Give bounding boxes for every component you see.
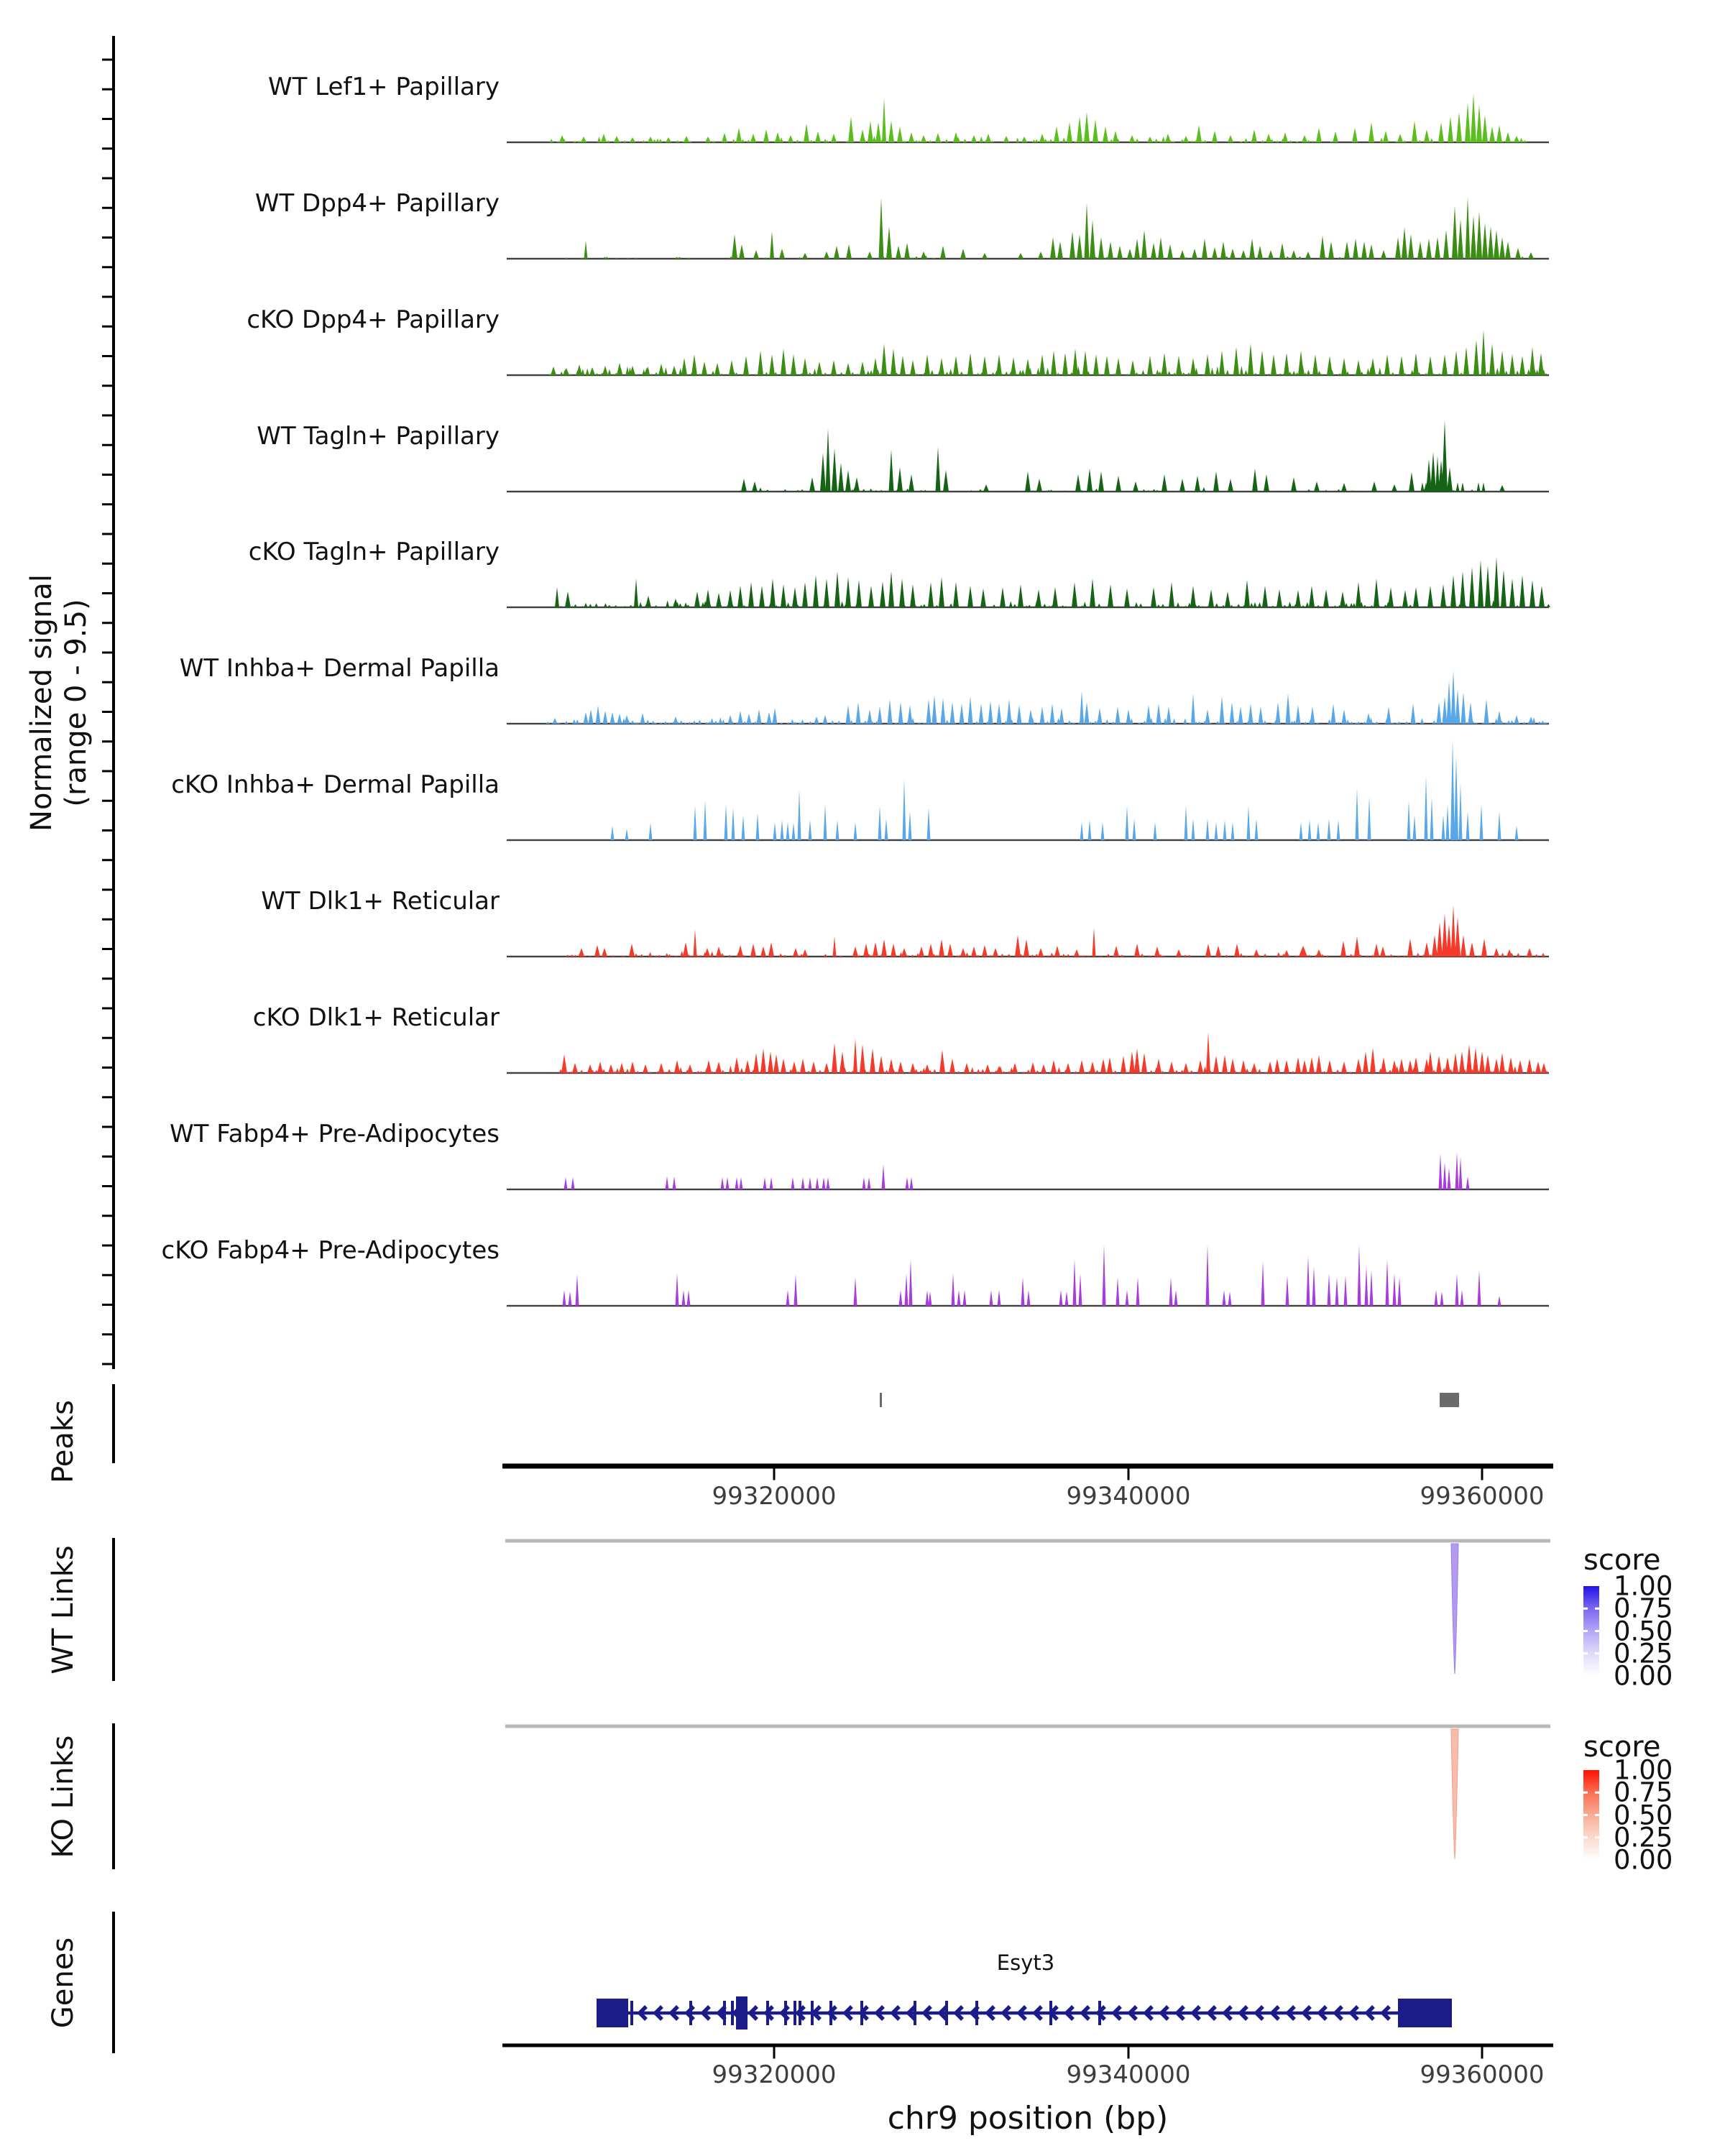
signal-axis-tick bbox=[102, 444, 112, 446]
gene-exon-tick bbox=[975, 2001, 978, 2025]
wt-links-score-bar-notch bbox=[1583, 1630, 1588, 1632]
ko-links-score-tick-label: 0.50 bbox=[1614, 1800, 1673, 1830]
track-label-wt-fabp4-pre-adipocytes: WT Fabp4+ Pre-Adipocytes bbox=[170, 1120, 500, 1148]
signal-axis-tick bbox=[102, 977, 112, 980]
wt-links-score-tick-label: 0.00 bbox=[1614, 1660, 1673, 1692]
gene-exon-tick bbox=[723, 2001, 726, 2025]
gene-exon-tick bbox=[799, 2001, 801, 2025]
signal-track-wt-lef1-papillary bbox=[507, 93, 1549, 143]
track-signal-area bbox=[611, 740, 1519, 840]
signal-axis-tick bbox=[102, 1245, 112, 1247]
genomic-axis-line bbox=[502, 1464, 1553, 1469]
gene-exon-box bbox=[1398, 1999, 1452, 2027]
signal-axis-tick bbox=[102, 1274, 112, 1276]
peaks-bracket bbox=[112, 1384, 115, 1463]
x-axis-title: chr9 position (bp) bbox=[887, 2100, 1169, 2137]
track-signal-area bbox=[550, 93, 1527, 142]
signal-axis-tick bbox=[102, 592, 112, 594]
signal-axis-tick bbox=[102, 207, 112, 209]
signal-axis-tick bbox=[102, 533, 112, 535]
gene-name-esyt3: Esyt3 bbox=[996, 1950, 1055, 1975]
signal-track-cko-dpp4-papillary bbox=[507, 330, 1549, 376]
genomic-axis-tick bbox=[1128, 2047, 1130, 2059]
ko-links-score-legend-title: score bbox=[1583, 1731, 1661, 1764]
y-axis-label-line1: Normalized signal bbox=[25, 573, 58, 831]
wt-links-score-legend-title: score bbox=[1583, 1544, 1661, 1577]
ko-links-bracket bbox=[112, 1723, 115, 1869]
y-axis-label bbox=[24, 574, 93, 831]
gene-exon-box bbox=[597, 1999, 628, 2027]
wt-links-score-bar-notch bbox=[1583, 1652, 1588, 1654]
signal-axis-tick bbox=[102, 859, 112, 861]
signal-axis-tick bbox=[102, 384, 112, 387]
wt-links-score-bar-notch bbox=[1583, 1608, 1588, 1610]
track-label-cko-tagln-papillary: cKO Tagln+ Papillary bbox=[248, 538, 500, 566]
signal-axis-line bbox=[112, 36, 115, 1369]
track-label-wt-lef1-papillary: WT Lef1+ Papillary bbox=[267, 73, 500, 101]
genomic-axis-tick bbox=[773, 2047, 776, 2059]
signal-axis-tick bbox=[102, 1126, 112, 1128]
gene-exon-tick bbox=[811, 2001, 814, 2025]
genes-section-label: Genes bbox=[47, 1937, 80, 2028]
gene-exon-tick bbox=[1098, 2001, 1101, 2025]
genes-bracket bbox=[112, 1912, 115, 2053]
ko-links-score-tick-label: 1.00 bbox=[1614, 1754, 1673, 1786]
signal-track-wt-inhba-dermal-papilla bbox=[507, 671, 1549, 724]
track-signal-area bbox=[563, 1245, 1501, 1306]
ko-links-score-bar-notch bbox=[1595, 1836, 1599, 1838]
signal-axis-tick bbox=[102, 236, 112, 239]
track-label-wt-dpp4-papillary: WT Dpp4+ Papillary bbox=[254, 189, 500, 218]
gene-exon-tick bbox=[689, 2001, 692, 2025]
signal-axis-tick bbox=[102, 1304, 112, 1306]
genomic-axis-tick-label: 99340000 bbox=[1066, 2060, 1191, 2089]
gene-exon-tick bbox=[945, 2001, 948, 2025]
signal-axis-tick bbox=[102, 918, 112, 921]
gene-exon-tick bbox=[914, 2001, 916, 2025]
wt-links-section-label: WT Links bbox=[47, 1544, 80, 1674]
ko-links-score-bar-notch bbox=[1583, 1814, 1588, 1816]
genomic-axis-tick-label: 99360000 bbox=[1420, 2060, 1545, 2089]
signal-axis-tick bbox=[102, 326, 112, 328]
signal-axis-tick bbox=[102, 147, 112, 149]
wt-links-score-bar-notch bbox=[1595, 1630, 1599, 1632]
genomic-axis-tick-label: 99320000 bbox=[712, 2060, 837, 2089]
track-signal-area bbox=[738, 420, 1505, 492]
ko-links-score-bar-notch bbox=[1583, 1836, 1588, 1838]
track-signal-area bbox=[565, 197, 1535, 259]
signal-track-cko-inhba-dermal-papilla bbox=[507, 740, 1549, 841]
signal-axis-tick bbox=[102, 1067, 112, 1069]
signal-axis-tick bbox=[102, 829, 112, 831]
signal-axis-tick bbox=[102, 652, 112, 654]
ko-links-score-tick-label: 0.25 bbox=[1614, 1822, 1673, 1853]
gene-body-esyt3 bbox=[597, 1996, 1452, 2030]
genomic-axis-tick bbox=[773, 1469, 776, 1480]
signal-axis-tick bbox=[102, 711, 112, 713]
track-label-wt-tagln-papillary: WT Tagln+ Papillary bbox=[257, 422, 500, 451]
signal-axis-tick bbox=[102, 1156, 112, 1158]
signal-axis-tick bbox=[102, 1185, 112, 1187]
ko-links-score-bar-notch bbox=[1583, 1792, 1588, 1794]
ko-links-score-bar-notch bbox=[1595, 1814, 1599, 1816]
genomic-axis-tick bbox=[1481, 2047, 1484, 2059]
signal-track-cko-fabp4-pre-adipocytes bbox=[507, 1245, 1549, 1307]
track-baseline bbox=[507, 142, 1549, 143]
signal-track-wt-fabp4-pre-adipocytes bbox=[507, 1152, 1549, 1190]
peak-mark bbox=[1440, 1393, 1459, 1407]
signal-axis-tick bbox=[102, 1096, 112, 1098]
signal-axis-tick bbox=[102, 800, 112, 802]
genomic-axis-tick-label: 99320000 bbox=[712, 1481, 837, 1511]
track-baseline bbox=[507, 839, 1549, 841]
ko-links-score-tick-label: 0.00 bbox=[1614, 1844, 1673, 1876]
signal-axis-tick bbox=[102, 1215, 112, 1217]
signal-axis-tick bbox=[102, 1363, 112, 1365]
wt-links-baseline bbox=[505, 1539, 1550, 1543]
signal-axis-tick bbox=[102, 503, 112, 505]
signal-axis-tick bbox=[102, 415, 112, 417]
genomic-axis-tick bbox=[1128, 1469, 1130, 1480]
ko-links-baseline bbox=[505, 1725, 1550, 1728]
signal-axis-tick bbox=[102, 474, 112, 476]
gene-exon-tick bbox=[1049, 2001, 1052, 2025]
gene-exon-tick bbox=[794, 2001, 796, 2025]
signal-track-wt-tagln-papillary bbox=[507, 420, 1549, 492]
signal-axis-tick bbox=[102, 622, 112, 624]
track-signal-area bbox=[559, 1032, 1549, 1073]
signal-axis-tick bbox=[102, 1333, 112, 1335]
track-label-cko-inhba-dermal-papilla: cKO Inhba+ Dermal Papilla bbox=[171, 770, 500, 799]
track-signal-area bbox=[564, 1152, 1470, 1189]
track-label-wt-inhba-dermal-papilla: WT Inhba+ Dermal Papilla bbox=[179, 654, 500, 683]
gene-exon-tick bbox=[829, 2001, 832, 2025]
track-signal-area bbox=[554, 557, 1550, 607]
ko-links-score-tick-label: 0.75 bbox=[1614, 1777, 1673, 1808]
gene-exon-tick bbox=[766, 2001, 769, 2025]
wt-links-score-tick-label: 0.75 bbox=[1614, 1593, 1673, 1624]
signal-axis-tick bbox=[102, 889, 112, 891]
track-signal-area bbox=[546, 671, 1548, 724]
gene-exon-tick bbox=[784, 2001, 787, 2025]
track-signal-area bbox=[566, 905, 1545, 957]
signal-axis-tick bbox=[102, 770, 112, 773]
track-signal-area bbox=[548, 330, 1548, 375]
signal-axis-tick bbox=[102, 740, 112, 742]
ko-links-link-arc bbox=[1451, 1729, 1458, 1859]
wt-links-score-tick-label: 0.50 bbox=[1614, 1616, 1673, 1646]
ko-links-score-bar-notch bbox=[1595, 1792, 1599, 1794]
signal-axis-tick bbox=[102, 296, 112, 298]
gene-exon-tick bbox=[860, 2001, 863, 2025]
peak-mark bbox=[880, 1393, 882, 1407]
track-baseline bbox=[507, 258, 1549, 259]
signal-axis-tick bbox=[102, 1008, 112, 1010]
signal-axis-tick bbox=[102, 1037, 112, 1039]
signal-axis-tick bbox=[102, 355, 112, 357]
genomic-axis-line bbox=[502, 2044, 1553, 2047]
wt-links-score-tick-label: 1.00 bbox=[1614, 1570, 1673, 1602]
genomic-axis-tick-label: 99340000 bbox=[1066, 1481, 1191, 1511]
track-label-cko-dpp4-papillary: cKO Dpp4+ Papillary bbox=[247, 305, 500, 334]
gene-exon-tick bbox=[731, 2001, 734, 2025]
signal-axis-tick bbox=[102, 59, 112, 61]
signal-axis-tick bbox=[102, 948, 112, 950]
signal-axis-tick bbox=[102, 178, 112, 180]
signal-axis-tick bbox=[102, 563, 112, 565]
track-label-cko-fabp4-pre-adipocytes: cKO Fabp4+ Pre-Adipocytes bbox=[161, 1236, 500, 1265]
genomic-axis-tick-label: 99360000 bbox=[1420, 1481, 1545, 1511]
wt-links-score-bar-notch bbox=[1595, 1608, 1599, 1610]
ko-links-section-label: KO Links bbox=[47, 1735, 80, 1858]
signal-axis-tick bbox=[102, 266, 112, 268]
genomic-axis-tick bbox=[1481, 1469, 1484, 1480]
peaks-section-label: Peaks bbox=[47, 1400, 80, 1483]
track-baseline bbox=[507, 1189, 1549, 1190]
signal-axis-tick bbox=[102, 88, 112, 91]
y-axis-label-line2: (range 0 - 9.5) bbox=[60, 598, 93, 807]
signal-track-cko-tagln-papillary bbox=[507, 557, 1550, 608]
gene-exon-box bbox=[736, 1996, 748, 2030]
signal-track-wt-dlk1-reticular bbox=[507, 905, 1549, 957]
signal-track-cko-dlk1-reticular bbox=[507, 1032, 1549, 1074]
wt-links-score-tick-label: 0.25 bbox=[1614, 1638, 1673, 1669]
signal-axis-tick bbox=[102, 118, 112, 120]
wt-links-bracket bbox=[112, 1538, 115, 1681]
wt-links-score-bar-notch bbox=[1595, 1652, 1599, 1654]
signal-axis-tick bbox=[102, 681, 112, 683]
gene-exon-tick bbox=[630, 2001, 633, 2025]
signal-track-wt-dpp4-papillary bbox=[507, 197, 1549, 259]
track-label-wt-dlk1-reticular: WT Dlk1+ Reticular bbox=[261, 887, 500, 916]
wt-links-link-arc bbox=[1451, 1544, 1458, 1674]
track-label-cko-dlk1-reticular: cKO Dlk1+ Reticular bbox=[252, 1003, 500, 1032]
